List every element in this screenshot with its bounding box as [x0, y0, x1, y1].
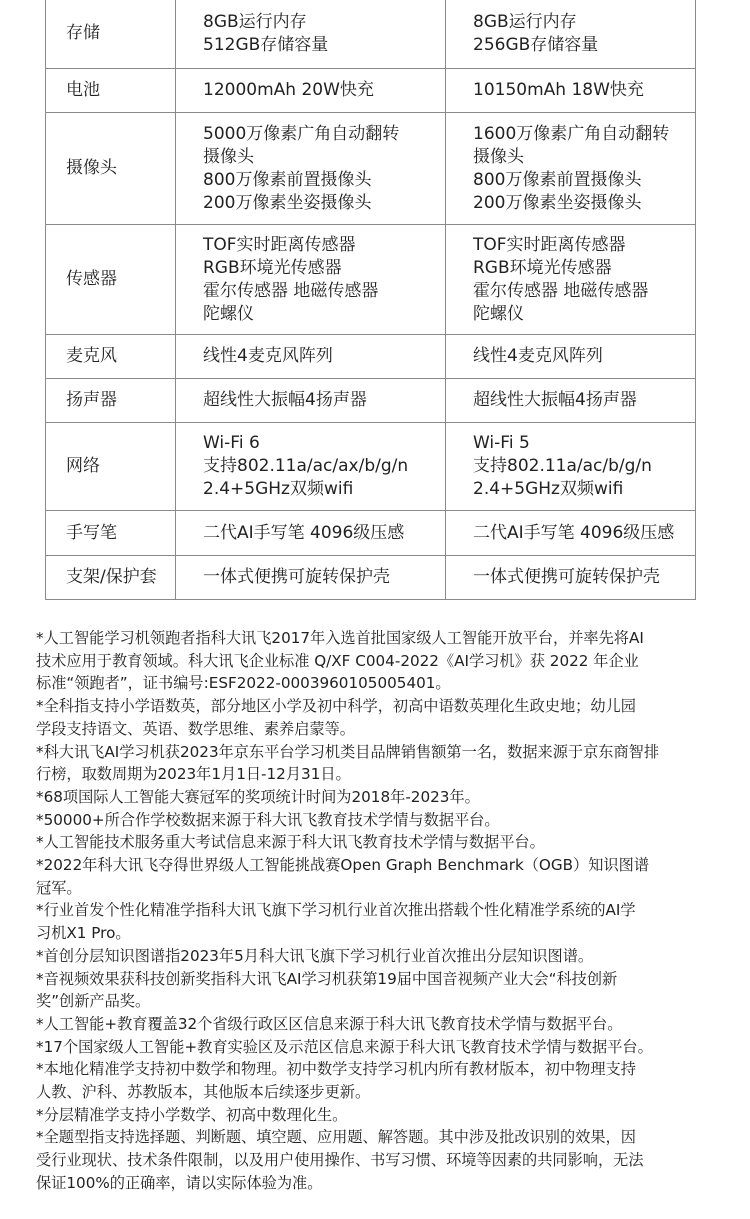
footnote-line: 受行业现状、技术条件限制，以及用户使用操作、书写习惯、环境等因素的共同影响，无法 — [36, 1151, 644, 1170]
spec-value-line: 陀螺仪 — [473, 303, 524, 324]
spec-value-line: RGB环境光传感器 — [203, 257, 342, 278]
footnote-line: 学段支持语文、英语、数学思维、素养启蒙等。 — [36, 719, 355, 738]
spec-value-line: 二代AI手写笔 4096级压感 — [203, 522, 405, 543]
footnote-line: 习机X1 Pro。 — [36, 924, 131, 943]
spec-value-line: 霍尔传感器 地磁传感器 — [473, 280, 649, 301]
footnote — [36, 627, 726, 695]
footnote — [36, 1104, 726, 1127]
footnote-line: *50000+所合作学校数据来源于科大讯飞教育技术学情与数据平台。 — [36, 810, 500, 829]
spec-label: 支架/保护套 — [46, 556, 176, 600]
footnote — [36, 1036, 726, 1059]
spec-value-line: 256GB存储容量 — [473, 34, 599, 55]
footnote — [36, 899, 726, 944]
footnote-line: *首创分层知识图谱指2023年5月科大讯飞旗下学习机行业首次推出分层知识图谱。 — [36, 946, 594, 965]
footnote-line: 保证100%的正确率，请以实际体验为准。 — [36, 1173, 323, 1192]
spec-value-model-a — [176, 0, 446, 69]
spec-row — [46, 511, 696, 556]
footnote — [36, 831, 726, 854]
footnote-line: *68项国际人工智能大赛冠军的奖项统计时间为2018年-2023年。 — [36, 787, 480, 806]
spec-value-model-b — [446, 69, 696, 113]
spec-value-line: 支持802.11a/ac/b/g/n — [473, 456, 652, 476]
spec-value-model-b — [446, 335, 696, 379]
footnote — [36, 786, 726, 809]
spec-value-line: 800万像素前置摄像头 — [203, 169, 372, 190]
spec-value-line: TOF实时距离传感器 — [473, 234, 626, 255]
spec-value-line: 200万像素坐姿摄像头 — [203, 192, 372, 213]
spec-table-body — [46, 0, 696, 600]
spec-row — [46, 225, 696, 335]
footnote-line: *行业首发个性化精准学指科大讯飞旗下学习机行业首次推出搭载个性化精准学系统的AI学 — [36, 901, 636, 920]
spec-value-line: 5000万像素广角自动翻转 — [203, 123, 400, 144]
footnote — [36, 945, 726, 968]
footnote — [36, 968, 726, 1013]
spec-value-line: 12000mAh 20W快充 — [203, 80, 374, 100]
footnote — [36, 1013, 726, 1036]
footnote-line: 奖”创新产品奖。 — [36, 992, 151, 1011]
spec-comparison-table — [45, 0, 696, 600]
spec-value-model-b — [446, 511, 696, 556]
spec-value-model-a — [176, 511, 446, 556]
footnote-line: *全科指支持小学语数英，部分地区小学及初中科学，初高中语数英理化生政史地；幼儿园 — [36, 697, 636, 716]
footnote-line: *2022年科大讯飞夺得世界级人工智能挑战赛Open Graph Benchmark（OGB）知识图谱 — [36, 856, 650, 875]
spec-value-line: 一体式便携可旋转保护壳 — [473, 567, 660, 587]
spec-label: 扬声器 — [46, 379, 176, 423]
spec-row — [46, 335, 696, 379]
footnote-line: *全题型指支持选择题、判断题、填空题、应用题、解答题。其中涉及批改识别的效果，因 — [36, 1128, 636, 1147]
spec-value-model-b — [446, 379, 696, 423]
spec-value-line: TOF实时距离传感器 — [203, 234, 356, 255]
spec-row — [46, 69, 696, 113]
spec-value-line: 摄像头 — [203, 146, 254, 167]
spec-value-model-b — [446, 113, 696, 225]
spec-value-line: 摄像头 — [473, 146, 524, 167]
spec-row — [46, 556, 696, 600]
spec-value-line: 超线性大振幅4扬声器 — [203, 390, 367, 410]
spec-value-line: 200万像素坐姿摄像头 — [473, 192, 642, 213]
spec-label: 手写笔 — [46, 511, 176, 556]
footnote — [36, 1126, 726, 1194]
spec-value-line: 线性4麦克风阵列 — [203, 346, 333, 366]
footnote-line: *17个国家级人工智能+教育实验区及示范区信息来源于科大讯飞教育技术学情与数据平台。 — [36, 1037, 653, 1056]
spec-value-model-a — [176, 113, 446, 225]
spec-value-line: 10150mAh 18W快充 — [473, 80, 644, 100]
spec-value-model-a — [176, 225, 446, 335]
spec-value-line: 支持802.11a/ac/ax/b/g/n — [203, 456, 409, 476]
spec-value-model-b — [446, 423, 696, 511]
spec-value-line: 线性4麦克风阵列 — [473, 346, 603, 366]
footnote-line: *音视频效果获科技创新奖指科大讯飞AI学习机获第19届中国音视频产业大会“科技创新 — [36, 969, 618, 988]
footnote-line: *分层精准学支持小学数学、初高中数理化生。 — [36, 1105, 348, 1124]
spec-value-line: 512GB存储容量 — [203, 34, 329, 55]
spec-value-model-a — [176, 335, 446, 379]
spec-value-model-b — [446, 225, 696, 335]
footnote-line: 技术应用于教育领域。科大讯飞企业标准 Q/XF C004-2022《AI学习机》获 2022 年企业 — [36, 651, 639, 670]
footnote-line: 标准“领跑者”，证书编号:ESF2022-0003960105005401。 — [36, 674, 451, 693]
spec-label: 电池 — [46, 69, 176, 113]
spec-row — [46, 379, 696, 423]
footnote-line: *科大讯飞AI学习机获2023年京东平台学习机类目品牌销售额第一名，数据来源于京东商智排 — [36, 742, 660, 761]
footnote-line: 人教、沪科、苏教版本，其他版本后续逐步更新。 — [36, 1083, 371, 1102]
spec-value-line: Wi-Fi 6 — [203, 433, 260, 453]
spec-value-line: 2.4+5GHz双频wifi — [203, 479, 354, 499]
footnote-line: *人工智能学习机领跑者指科大讯飞2017年入选首批国家级人工智能开放平台，并率先将AI — [36, 629, 644, 647]
spec-value-line: 陀螺仪 — [203, 303, 254, 324]
footnote — [36, 854, 726, 899]
spec-row — [46, 423, 696, 511]
spec-label: 摄像头 — [46, 113, 176, 225]
spec-value-line: 霍尔传感器 地磁传感器 — [203, 280, 379, 301]
spec-value-line: 2.4+5GHz双频wifi — [473, 479, 624, 499]
spec-value-line: Wi-Fi 5 — [473, 433, 530, 453]
spec-value-line: 800万像素前置摄像头 — [473, 169, 642, 190]
spec-value-line: RGB环境光传感器 — [473, 257, 612, 278]
footnote — [36, 741, 726, 786]
footnote-line: *本地化精准学支持初中数学和物理。初中数学支持学习机内所有教材版本，初中物理支持 — [36, 1060, 636, 1079]
spec-value-line: 1600万像素广角自动翻转 — [473, 123, 670, 144]
footnote-line: 冠军。 — [36, 878, 82, 897]
spec-value-model-b — [446, 556, 696, 600]
footnotes — [36, 627, 726, 1195]
footnote-line: *人工智能技术服务重大考试信息来源于科大讯飞教育技术学情与数据平台。 — [36, 833, 545, 852]
footnote — [36, 695, 726, 740]
spec-value-model-a — [176, 69, 446, 113]
spec-value-line: 8GB运行内存 — [473, 11, 577, 32]
spec-value-line: 8GB运行内存 — [203, 11, 307, 32]
spec-row — [46, 113, 696, 225]
spec-value-line: 二代AI手写笔 4096级压感 — [473, 522, 675, 543]
footnote — [36, 1058, 726, 1103]
spec-label: 网络 — [46, 423, 176, 511]
spec-label: 传感器 — [46, 225, 176, 335]
footnote-line: 行榜，取数周期为2023年1月1日-12月31日。 — [36, 765, 351, 784]
footnote — [36, 809, 726, 832]
spec-value-model-b — [446, 0, 696, 69]
spec-value-model-a — [176, 379, 446, 423]
footnote-line: *人工智能+教育覆盖32个省级行政区区信息来源于科大讯飞教育技术学情与数据平台。 — [36, 1014, 623, 1033]
spec-row — [46, 0, 696, 69]
spec-value-model-a — [176, 556, 446, 600]
spec-label: 存储 — [46, 0, 176, 69]
spec-label: 麦克风 — [46, 335, 176, 379]
spec-value-model-a — [176, 423, 446, 511]
spec-value-line: 一体式便携可旋转保护壳 — [203, 567, 390, 587]
spec-value-line: 超线性大振幅4扬声器 — [473, 390, 637, 410]
